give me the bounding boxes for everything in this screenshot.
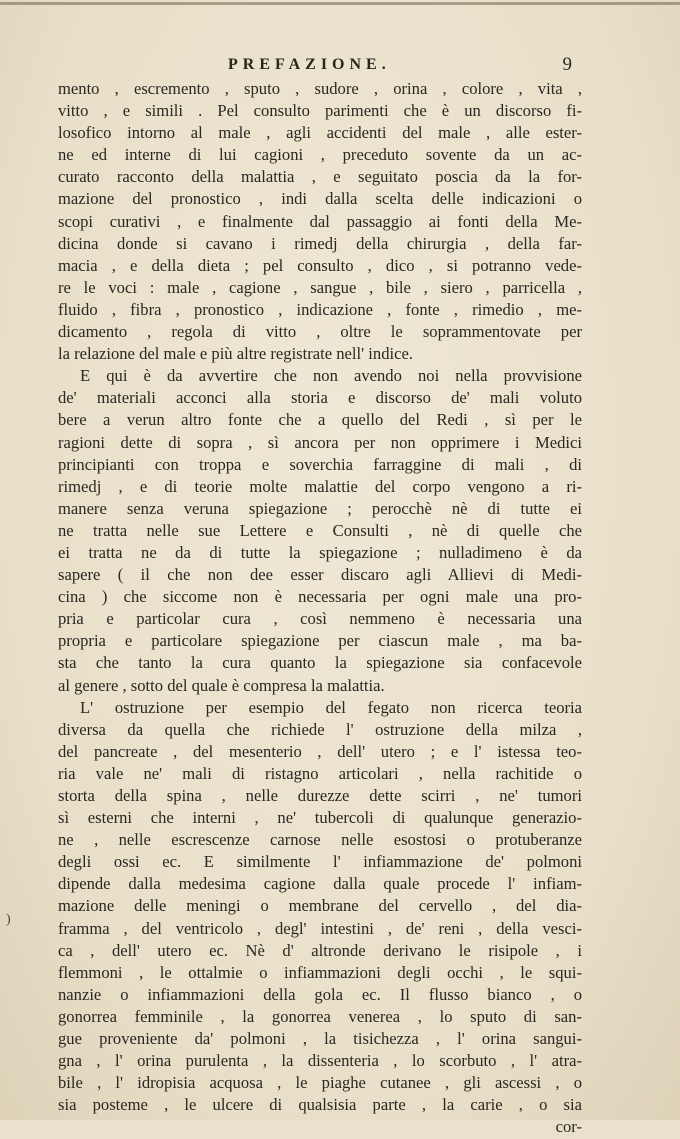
text-line: dipende dalla medesima cagione dalla quale procede l' infiam-	[58, 874, 582, 894]
text-line: L' ostruzione per esempio del fegato non ricerca teoria	[80, 697, 582, 717]
text-line: de' materiali acconci alla storia e discorso de' mali voluto	[58, 388, 582, 408]
margin-mark: )	[6, 912, 11, 927]
text-line: diversa da quella che richiede l' ostruzione della milza ,	[58, 719, 582, 739]
text-line: mazione del pronostico , indi dalla scelta delle indicazioni o	[58, 189, 582, 209]
page-number: 9	[562, 54, 572, 75]
text-line: mento , escremento , sputo , sudore , orina , colore , vita ,	[58, 79, 582, 98]
text-line: gue proveniente da' polmoni , la tisichezza , l' orina sangui-	[58, 1029, 582, 1049]
text-line: ria vale ne' mali di ristagno articolari , nella rachitide o	[58, 763, 582, 783]
page-header	[58, 54, 572, 80]
text-line: gna , l' orina purulenta , la dissenteria , lo scorbuto , l' atra-	[58, 1051, 582, 1071]
text-line: sì esterni che interni , ne' tubercoli di qualunque generazio-	[58, 808, 582, 828]
top-edge-rule	[0, 2, 680, 5]
text-line: al genere , sotto del quale è compresa la malattia.	[58, 675, 385, 695]
text-line: curato racconto della malattia , e seguitato poscia da la for-	[58, 167, 582, 187]
text-line: ei tratta ne da di tutte la spiegazione ; nulladimeno è da	[58, 542, 582, 562]
text-line: re le voci : male , cagione , sangue , bile , siero , parricella ,	[58, 277, 582, 297]
text-line: bile , l' idropisia acquosa , le piaghe cutanee , gli ascessi , o	[58, 1073, 582, 1093]
text-line: sia posteme , le ulcere di qualsisia parte , la carie , o sia	[58, 1095, 582, 1115]
text-line: ne tratta nelle sue Lettere e Consulti , nè di quelle che	[58, 520, 582, 540]
text-line: storta della spina , nelle durezze dette scirri , ne' tumori	[58, 786, 582, 805]
catchword: cor-	[555, 1117, 582, 1137]
text-line: degli ossi ec. E similmente l' infiammazione de' polmoni	[58, 852, 582, 872]
text-line: principianti con troppa e soverchia farraggine di mali , di	[58, 454, 582, 474]
text-line: vitto , e simili . Pel consulto parimenti che è un discorso fi-	[58, 101, 582, 121]
text-line: ne , nelle escrescenze carnose nelle esostosi o protuberanze	[58, 830, 582, 850]
text-line: framma , del ventricolo , degl' intestini , de' reni , della vesci-	[58, 918, 582, 938]
text-line: nanzie o infiammazioni della gola ec. Il flusso bianco , o	[58, 984, 582, 1004]
text-line: mazione delle meningi o membrane del cervello , del dia-	[58, 896, 582, 916]
running-head: PREFAZIONE.	[228, 56, 391, 73]
text-line: scopi curativi , e finalmente dal passaggio ai fonti della Me-	[58, 211, 582, 231]
text-line: ca , dell' utero ec. Nè d' altronde derivano le risipole , i	[58, 940, 582, 960]
body-text	[58, 78, 582, 1139]
text-line: ragioni dette di sopra , sì ancora per non opprimere i Medici	[58, 432, 582, 452]
text-line: gonorrea femminile , la gonorrea venerea , lo sputo di san-	[58, 1006, 582, 1026]
text-line: flemmoni , le ottalmie o infiammazioni degli occhi , le squi-	[58, 962, 582, 982]
text-line: ne ed interne di lui cagioni , preceduto sovente da un ac-	[58, 145, 582, 165]
text-line: cina ) che siccome non è necessaria per ogni male una pro-	[58, 587, 582, 607]
text-line: del pancreate , del mesenterio , dell' utero ; e l' istessa teo-	[58, 741, 582, 761]
text-line: E qui è da avvertire che non avendo noi nella provvisione	[80, 366, 582, 386]
text-line: rimedj , e di teorie molte malattie del corpo vengono a ri-	[58, 476, 582, 496]
text-line: fluido , fibra , pronostico , indicazione , fonte , rimedio , me-	[58, 299, 582, 319]
text-line: dicamento , regola di vitto , oltre le soprammentovate per	[58, 322, 582, 342]
text-line: losofico intorno al male , agli accidenti del male , alle ester-	[58, 123, 582, 143]
text-line: propria e particolare spiegazione per ciascun male , ma ba-	[58, 631, 582, 651]
text-line: dicina donde si cavano i rimedj della chirurgia , della far-	[58, 233, 582, 253]
text-line: manere senza veruna spiegazione ; perocchè nè di tutte ei	[58, 498, 582, 518]
text-line: macia , e della dieta ; pel consulto , dico , si potranno vede-	[58, 255, 582, 275]
text-line: pria e particolar cura , così nemmeno è necessaria una	[58, 609, 582, 629]
text-line: sapere ( il che non dee esser discaro agli Allievi di Medi-	[58, 565, 582, 585]
text-line: sta che tanto la cura quanto la spiegazione sia confacevole	[58, 653, 582, 673]
text-line: la relazione del male e più altre registrate nell' indice.	[58, 344, 413, 364]
text-line: bere a verun altro fonte che a quello del Redi , sì per le	[58, 410, 582, 430]
